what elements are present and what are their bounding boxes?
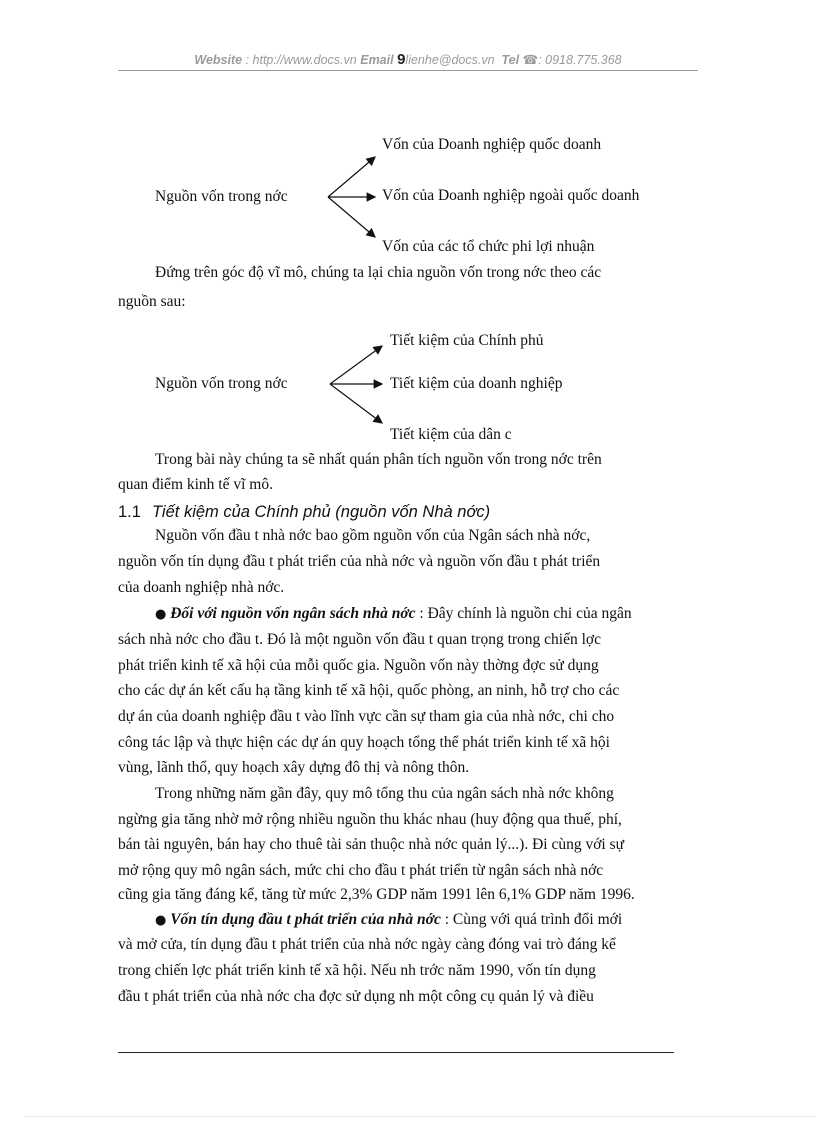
- para2-line1: Trong bài này chúng ta sẽ nhất quán phân tích nguồn vốn trong nớc trên: [155, 451, 602, 468]
- diagram1-target-2: Vốn của Doanh nghiệp ngoài quốc doanh: [382, 187, 640, 204]
- bullet1-line7: vùng, lãnh thổ, quy hoạch xây dựng đô thị và nông thôn.: [118, 759, 470, 776]
- para4-line5: cũng gia tăng đáng kể, tăng từ mức 2,3% GDP năm 1991 lên 6,1% GDP năm 1996.: [118, 886, 635, 903]
- phone-icon: ☎: [522, 53, 539, 67]
- bullet-dot-icon: ●: [155, 607, 167, 622]
- bullet1-line3: phát triển kinh tế xã hội của mỗi quốc gia. Nguồn vốn này thờng đợc sử dụng: [118, 657, 599, 674]
- bullet1-line5: dự án của doanh nghiệp đầu t vào lĩnh vực cần sự tham gia của nhà nớc, chi cho: [118, 708, 615, 725]
- bullet1-line2: sách nhà nớc cho đầu t. Đó là một nguồn vốn đầu t quan trọng trong chiến lợc: [118, 631, 602, 648]
- para3-line2: nguồn vốn tín dụng đầu t phát triển của nhà nớc và nguồn vốn đầu t phát triển: [118, 553, 601, 570]
- bullet2-line2: và mở cửa, tín dụng đầu t phát triển của nhà nớc ngày càng đóng vai trò đáng kể: [118, 936, 616, 953]
- page-bottom-border: [25, 1116, 815, 1117]
- para2-line2: quan điểm kinh tế vĩ mô.: [118, 476, 273, 493]
- para1-line2: nguồn sau:: [118, 293, 186, 310]
- email-label: Email: [360, 53, 394, 67]
- para1-line1: Đứng trên góc độ vĩ mô, chúng ta lại chia nguồn vốn trong nớc theo các: [155, 264, 602, 281]
- section-title: Tiết kiệm của Chính phủ (nguồn vốn Nhà nớc): [152, 503, 491, 521]
- diagram2-target-1: Tiết kiệm của Chính phủ: [390, 332, 544, 349]
- arrow-d2-down: [330, 384, 382, 423]
- arrow-d1-up: [328, 157, 375, 197]
- para3-line3: của doanh nghiệp nhà nớc.: [118, 579, 285, 596]
- bullet2-label: Vốn tín dụng đầu t phát triển của nhà nớc: [170, 911, 441, 928]
- bullet1-line1-rest: : Đây chính là nguồn chi của ngân: [415, 605, 632, 622]
- diagram2-target-2: Tiết kiệm của doanh nghiệp: [390, 375, 563, 392]
- para3-line1: Nguồn vốn đầu t nhà nớc bao gồm nguồn vốn của Ngân sách nhà nớc,: [155, 527, 591, 544]
- website-label: Website: [194, 53, 243, 67]
- footer-rule: [118, 1052, 674, 1053]
- arrow-d2-up: [330, 346, 382, 384]
- bullet1-line6: công tác lập và thực hiện các dự án quy hoạch tổng thể phát triển kinh tế xã hội: [118, 734, 610, 751]
- website-url[interactable]: : http://www.docs.vn: [245, 53, 357, 67]
- email-value[interactable]: lienhe@docs.vn: [405, 53, 495, 67]
- bullet1-line1: [155, 605, 632, 623]
- diagram1-target-1: Vốn của Doanh nghiệp quốc doanh: [382, 136, 602, 153]
- tel-label: Tel: [501, 53, 520, 67]
- diagram2-source: Nguồn vốn trong nớc: [155, 375, 288, 392]
- bullet2-line1: [155, 911, 622, 929]
- para4-line4: mở rộng quy mô ngân sách, mức chi cho đầu t phát triển từ ngân sách nhà nớc: [118, 862, 604, 879]
- section-number: 1.1: [118, 503, 141, 521]
- diagram1-target-3: Vốn của các tổ chức phi lợi nhuận: [382, 238, 595, 255]
- bullet1-label: Đối với nguồn vốn ngân sách nhà nớc: [170, 605, 416, 622]
- bullet1-line4: cho các dự án kết cấu hạ tầng kinh tế xã hội, quốc phòng, an ninh, hỗ trợ cho các: [118, 682, 620, 699]
- tel-value: : 0918.775.368: [538, 53, 622, 67]
- diagram1-source: Nguồn vốn trong nớc: [155, 188, 288, 205]
- diagram2-target-3: Tiết kiệm của dân c: [390, 426, 512, 443]
- bullet2-line3: trong chiến lợc phát triển kinh tế xã hội. Nếu nh trớc năm 1990, vốn tín dụng: [118, 962, 596, 979]
- bullet2-line4: đầu t phát triển của nhà nớc cha đợc sử dụng nh một công cụ quản lý và điều: [118, 988, 594, 1005]
- para4-line2: ngừng gia tăng nhờ mở rộng nhiều nguồn thu khác nhau (huy động qua thuế, phí,: [118, 811, 622, 828]
- bullet2-line1-rest: : Cùng với quá trình đổi mới: [440, 911, 623, 928]
- para4-line3: bán tài nguyên, bán hay cho thuê tài sản thuộc nhà nớc quản lý...). Đi cùng với sự: [118, 836, 625, 853]
- arrow-d1-down: [328, 197, 375, 237]
- bullet-dot-icon: ●: [155, 913, 167, 928]
- para4-line1: Trong những năm gần đây, quy mô tổng thu của ngân sách nhà nớc không: [155, 785, 614, 802]
- page-number: 9: [397, 51, 406, 68]
